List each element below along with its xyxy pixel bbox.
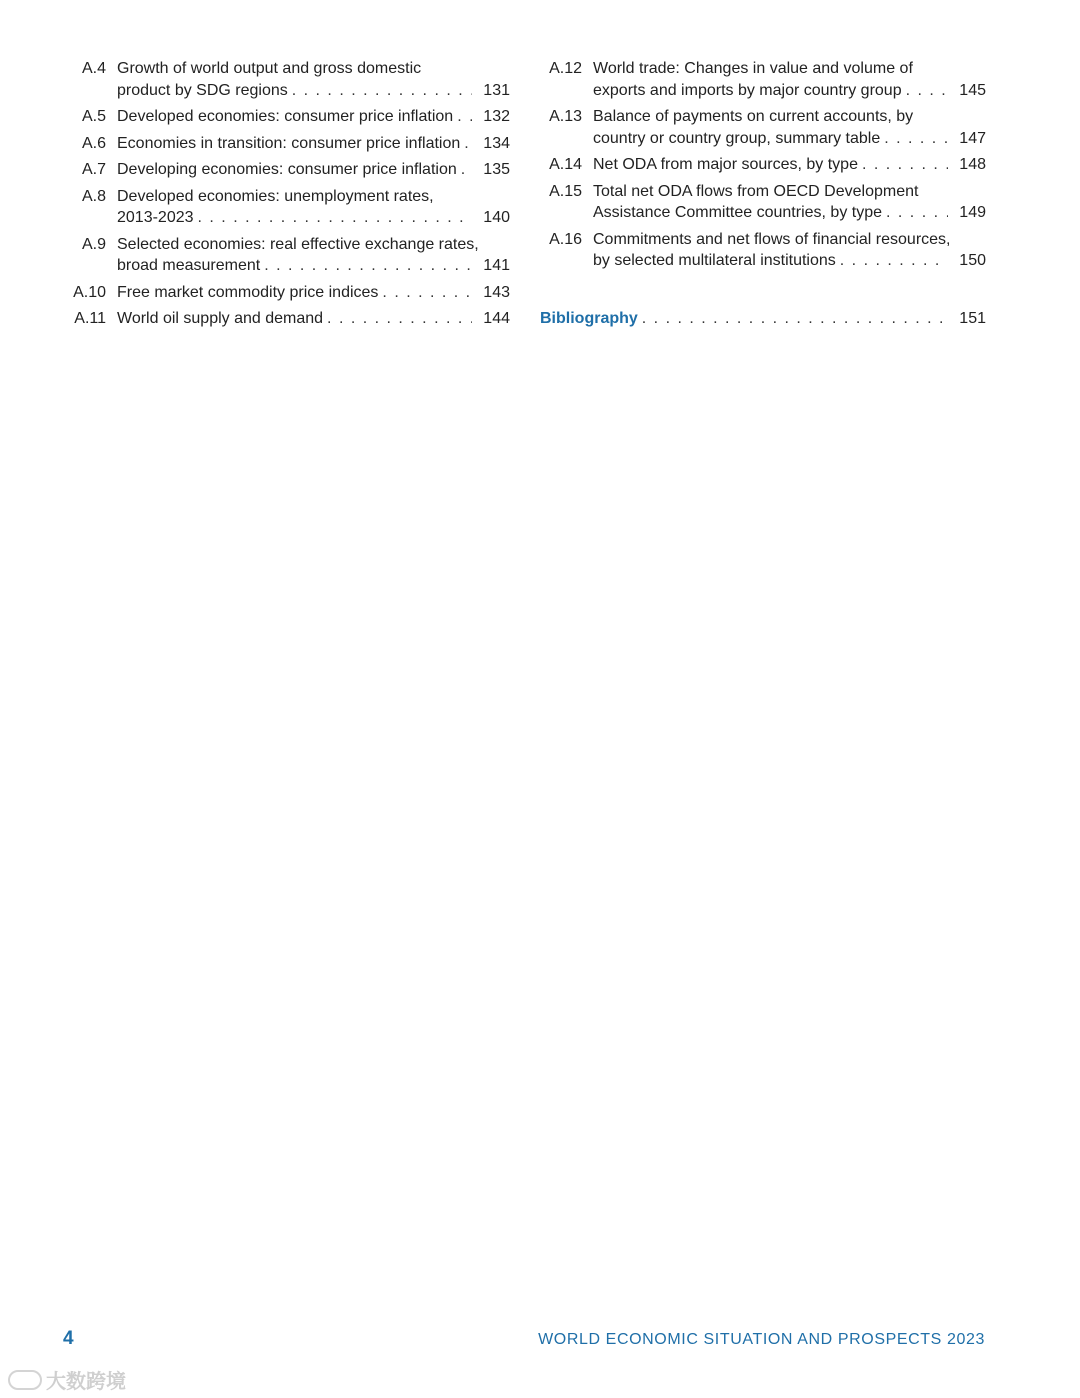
leader-dots (906, 80, 948, 102)
leader-dots (884, 128, 948, 150)
leader-dots (464, 133, 472, 155)
toc-entry-body (593, 106, 986, 149)
toc-entry-body (117, 58, 510, 101)
watermark-logo-icon (8, 1370, 42, 1390)
toc-entry-title-line: Growth of world output and gross domestic (117, 60, 422, 77)
bibliography-page: 151 (959, 310, 986, 327)
leader-dots (198, 207, 472, 229)
toc-entry-number: A.12 (549, 60, 582, 77)
toc-entry-number: A.10 (73, 283, 106, 301)
watermark (8, 1365, 126, 1394)
toc-entry-body (117, 133, 510, 155)
toc-entry-last-line (593, 250, 986, 272)
toc-entry-title: Net ODA from major sources, by type (593, 156, 858, 173)
toc-entry-title: World oil supply and demand (117, 310, 324, 327)
toc-entry-page: 148 (959, 156, 986, 173)
leader-dots (461, 159, 472, 181)
toc-entry-number: A.9 (81, 235, 106, 253)
toc-entry-last-line (117, 80, 510, 102)
toc-entry-title: Developed economies: consumer price inflation (117, 108, 454, 125)
toc-entry-page: 134 (483, 134, 510, 152)
toc-entry-title: exports and imports by major country group (593, 81, 902, 99)
toc-entry-title: by selected multilateral institutions (593, 252, 836, 269)
leader-dots (292, 80, 472, 102)
leader-dots (642, 307, 948, 331)
toc-entry[interactable] (66, 58, 510, 101)
toc-entry-page: 144 (483, 310, 510, 327)
toc-entry[interactable] (66, 308, 510, 330)
leader-dots (382, 282, 472, 304)
toc-entry-number: A.8 (81, 187, 106, 205)
toc-entry-last-line (593, 80, 986, 102)
toc-entry-page: 149 (959, 204, 986, 221)
toc-entry-page: 140 (483, 209, 510, 226)
toc-entry-body (593, 154, 986, 176)
toc-entry-body (117, 106, 510, 128)
toc-entry-last-line (117, 255, 510, 277)
leader-dots (886, 202, 948, 224)
footer-page-number: 4 (63, 1328, 74, 1349)
toc-entry-last-line (593, 128, 986, 150)
toc-entry-body (117, 308, 510, 330)
toc-entry-number: A.13 (549, 108, 582, 125)
toc-entry-page: 141 (483, 257, 510, 274)
leader-dots (862, 154, 948, 176)
toc-entry-body (117, 159, 510, 181)
toc-entry-number: A.6 (81, 134, 106, 152)
toc-entry[interactable] (540, 154, 986, 176)
toc-entry[interactable] (66, 159, 510, 181)
toc-entry-page: 135 (483, 161, 510, 178)
toc-entry-title: product by SDG regions (117, 81, 288, 99)
toc-entry-number: A.14 (549, 156, 582, 173)
toc-entry-title-line: Balance of payments on current accounts, by (593, 108, 914, 125)
toc-entry-title: Developing economies: consumer price inflation (117, 161, 457, 178)
toc-entry-title: 2013-2023 (117, 209, 194, 226)
toc-entry-body (593, 58, 986, 101)
toc-entry[interactable] (66, 282, 510, 304)
toc-entry-number: A.4 (81, 60, 106, 77)
toc-entry-title-line: Selected economies: real effective exchange rates, (117, 235, 479, 253)
toc-entry[interactable] (540, 58, 986, 101)
toc-entry-page: 150 (959, 252, 986, 269)
toc-entry[interactable] (66, 234, 510, 277)
toc-entry[interactable] (540, 106, 986, 149)
toc-entry-last-line (117, 308, 510, 330)
toc-entry-page: 132 (483, 108, 510, 125)
toc-entry-body (593, 229, 986, 272)
leader-dots (840, 250, 948, 272)
leader-dots (457, 106, 472, 128)
toc-entry-page: 143 (483, 283, 510, 301)
toc-entry[interactable] (66, 186, 510, 229)
toc-entry-last-line (593, 202, 986, 224)
toc-entry-title: Economies in transition: consumer price inflation (117, 134, 461, 152)
toc-entry-page: 131 (483, 81, 510, 99)
toc-entry-number: A.16 (549, 230, 582, 248)
footer-title: WORLD ECONOMIC SITUATION AND PROSPECTS 2023 (538, 1331, 985, 1348)
toc-entry-title: Free market commodity price indices (117, 283, 379, 301)
toc-entry-title: broad measurement (117, 257, 261, 274)
toc-entry-number: A.7 (81, 161, 106, 178)
toc-entry[interactable] (540, 229, 986, 272)
toc-entry-page: 145 (959, 81, 986, 99)
toc-entry-number: A.5 (81, 108, 106, 125)
leader-dots (264, 255, 472, 277)
toc-entry-body (117, 282, 510, 304)
toc-entry-title: country or country group, summary table (593, 129, 881, 147)
toc-entry-title: Assistance Committee countries, by type (593, 204, 883, 221)
toc-entry-last-line (117, 106, 510, 128)
toc-entry-last-line (117, 207, 510, 229)
toc-right-column (540, 58, 986, 277)
toc-bibliography-entry[interactable] (540, 307, 986, 331)
toc-left-column (66, 58, 510, 335)
toc-entry-body (593, 181, 986, 224)
watermark-text: 大数跨境 (46, 1371, 126, 1393)
toc-entry-last-line (117, 282, 510, 304)
bibliography-title[interactable]: Bibliography (540, 310, 638, 327)
toc-entry-title-line: Developed economies: unemployment rates, (117, 187, 434, 205)
leader-dots (327, 308, 472, 330)
toc-entry-last-line (117, 133, 510, 155)
toc-entry[interactable] (66, 133, 510, 155)
toc-entry-body (117, 234, 510, 277)
toc-entry-title-line: World trade: Changes in value and volume of (593, 60, 913, 77)
toc-entry-body (117, 186, 510, 229)
toc-entry-number: A.11 (74, 310, 106, 327)
toc-entry-title-line: Total net ODA flows from OECD Development (593, 182, 919, 200)
toc-entry[interactable] (66, 106, 510, 128)
toc-entry[interactable] (540, 181, 986, 224)
toc-entry-last-line (117, 159, 510, 181)
toc-entry-title-line: Commitments and net flows of financial resources, (593, 230, 951, 248)
toc-entry-number: A.15 (549, 182, 582, 200)
toc-entry-last-line (593, 154, 986, 176)
toc-entry-page: 147 (959, 129, 986, 147)
